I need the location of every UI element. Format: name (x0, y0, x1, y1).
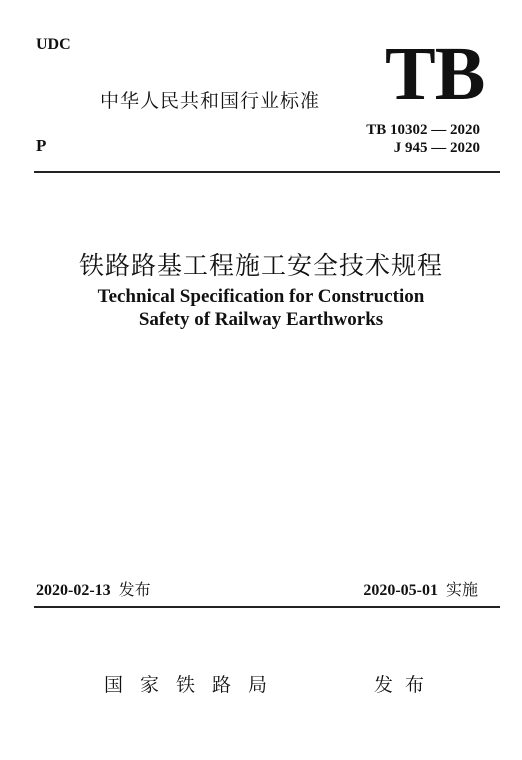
bottom-divider (34, 606, 500, 608)
industry-standard-heading: 中华人民共和国行业标准 (100, 90, 321, 112)
issue-date-block (36, 577, 151, 600)
udc-label: UDC (36, 36, 71, 53)
title-chinese: 铁路路基工程施工安全技术规程 (78, 251, 443, 280)
title-english (0, 285, 522, 331)
effective-date: 2020-05-01 (363, 582, 438, 599)
effective-date-block (363, 577, 478, 600)
issue-date: 2020-02-13 (36, 582, 111, 599)
issue-word: 发布 (118, 580, 151, 599)
issuer-name: 国家铁路局 (104, 674, 285, 696)
standard-code-primary: TB 10302 — 2020 (366, 122, 480, 138)
standard-codes (366, 121, 480, 157)
effective-word: 实施 (445, 580, 478, 599)
top-divider (34, 171, 500, 173)
title-english-line1: Technical Specification for Construction (97, 286, 425, 307)
classification-code: P (36, 136, 47, 155)
tb-logo: TB (385, 32, 485, 116)
standard-code-secondary: J 945 — 2020 (393, 140, 480, 156)
issued-word: 发布 (374, 674, 437, 696)
title-english-line2: Safety of Railway Earthworks (138, 309, 384, 330)
